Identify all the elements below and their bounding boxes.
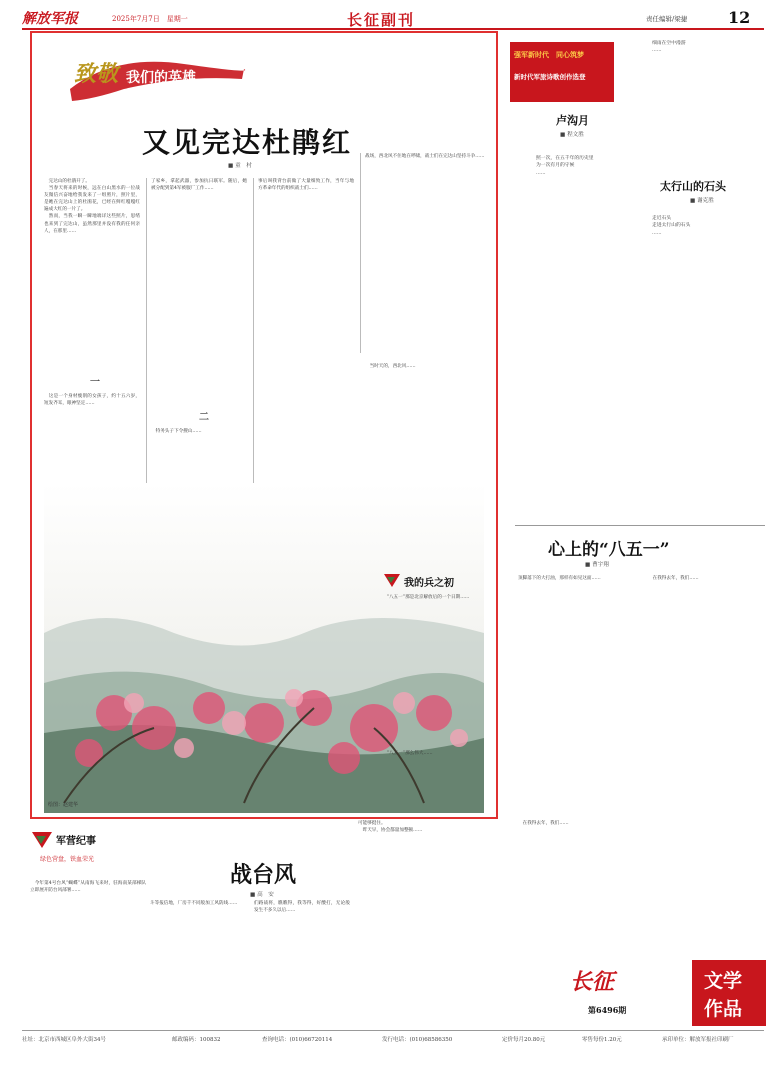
heroes-box-title: 我的兵之初 (404, 578, 454, 589)
poem-b-title: 太行山的石头 (660, 180, 726, 193)
bayi-author: ■ 曹宇翔 (585, 562, 609, 568)
poem-a-author: ■ 程文胜 (560, 132, 584, 138)
poem-a-title: 卢沟月 (556, 114, 589, 127)
article-col4-bottom: 当时天的，西北风…… (365, 364, 416, 369)
footer-phone: 查询电话：(010)66720114 (262, 1037, 333, 1043)
footer-address: 社址：北京市西城区阜外大街34号 (22, 1037, 106, 1043)
mil-story-col3: 们路战将，瞧瞧得，我等得，好酸打，无论般发生不多久以后…… (254, 901, 350, 914)
mil-story-col4: 可能够挺住。 昨天早，协会都量加整顿…… (358, 821, 423, 834)
footer-postcode: 邮政编码：100832 (172, 1037, 221, 1043)
logo-7-icon (382, 572, 402, 588)
illustration-credit: 绘图：赵建华 (48, 802, 79, 808)
new-era-banner (510, 42, 614, 102)
newspaper-logo: 解放军报 (22, 11, 78, 27)
badge-line1: 文学 (704, 970, 743, 992)
editor-credit: 责任编辑/梁捷 (646, 15, 688, 23)
mil-story-author: ■ 高 安 (250, 892, 274, 898)
mil-story-col1: 今年第4号台风“蝴蝶”从南海飞来时，驻海南某部梯队立即展开防台风部署…… (30, 881, 146, 894)
section-title: 长征副刊 (347, 11, 416, 29)
hero-banner (64, 49, 249, 109)
article-col2-bottom: 特务头子下令搜山…… (151, 429, 202, 434)
footer-dist-phone: 发行电话：(010)68586350 (382, 1037, 453, 1043)
banner-text: 我们的英雄 (126, 70, 196, 86)
masthead (22, 8, 764, 30)
bayi-title: 心上的“八五一” (548, 540, 670, 560)
new-era-banner-line1: 强军新时代 同心筑梦 (514, 50, 584, 59)
article-author: ■ 童 村 (228, 163, 252, 169)
mil-story-label: 军营纪事 (56, 836, 96, 847)
new-era-banner-line2: 新时代军旅诗歌创作选登 (514, 73, 586, 81)
heroes-box-text-a: “八五一”那是北京解放后的一个日期…… (382, 595, 470, 600)
footer-printer: 承印单位：解放军报社印刷厂 (662, 1037, 734, 1043)
footer-price: 定价每月20.80元 (502, 1037, 546, 1043)
poem-right-body: 细雨在空中漫游 …… (652, 41, 686, 54)
heroes-box-text-b: “八五一”那么伟大…… (382, 751, 433, 756)
divider (515, 525, 765, 526)
bayi-text-lower: 在我得去年，我们…… (518, 821, 569, 826)
literature-badge (692, 960, 766, 1026)
mil-story-title: 战台风 (230, 862, 297, 888)
poem-b-author: ■ 谢克胜 (690, 198, 714, 204)
article-col3-top: 事后叫我背台前做了大量细致工作，当年与地方革命年代的组织战士们…… (258, 179, 354, 192)
article-title: 又见完达杜鹃红 (142, 126, 353, 159)
article-col1-top: 完达山的杜鹃开了。 当春天将来的时候，远在白山黑水的一位战友微信兴奋地给我发来了一组照片，照片里，是她在完达山上的杜鹃花，已经在鲜红嘎嘎红遍成大红的一片了。 然而，当我一瞬一瞬地端详这些照片，思绪也来到了完达山，虽然那里并没有我的任何亲人，在那里…… (44, 179, 140, 234)
mil-story-subtitle: 绿色营盘，铁血荣光 (40, 856, 95, 863)
heroes-box (382, 572, 510, 812)
poem-a-body: 照一次，在五千年的历史里 为一次有月的守候 …… (536, 156, 594, 176)
article-col4-top: 战场，西北风不住地在呼啸，战士们在完达山坚持斗争…… (365, 154, 485, 159)
mil-story-label-box (30, 830, 140, 870)
bottom-bar (22, 1030, 764, 1046)
bayi-text-b: 在我得去年，我们…… (648, 576, 699, 581)
bayi-text-a: 顶脚落下的大打油，那样有如见这面…… (518, 576, 601, 581)
badge-line2: 作品 (704, 998, 743, 1020)
page-number: 12 (728, 8, 751, 27)
footer-price2: 零售每份1.20元 (582, 1037, 622, 1043)
col-divider (360, 153, 361, 353)
logo-7-icon (30, 830, 54, 850)
section-marker-2: 二 (199, 412, 209, 423)
calligraphy-mark: 长征 (570, 969, 615, 995)
article-col1-bottom: 这是一个身材瘦削的女孩子，约十五六岁，短发齐耳，眼神坚定…… (44, 394, 140, 407)
section-marker-1: 一 (90, 377, 100, 388)
issue-number: 第6496期 (588, 1005, 627, 1015)
mil-story-col2: 斗等报信地，厂房千不同般加工风防线…… (150, 901, 238, 906)
article-col2-top: 了家乡，拿起武器，参加抗日联军。随后，她被分配到第4军被服厂工作…… (151, 179, 247, 192)
issue-date: 2025年7月7日 星期一 (112, 15, 188, 23)
banner-kicker: 致敬 (74, 61, 119, 87)
poem-b-body: 走近石头 走进太行山的石头 …… (652, 216, 691, 236)
